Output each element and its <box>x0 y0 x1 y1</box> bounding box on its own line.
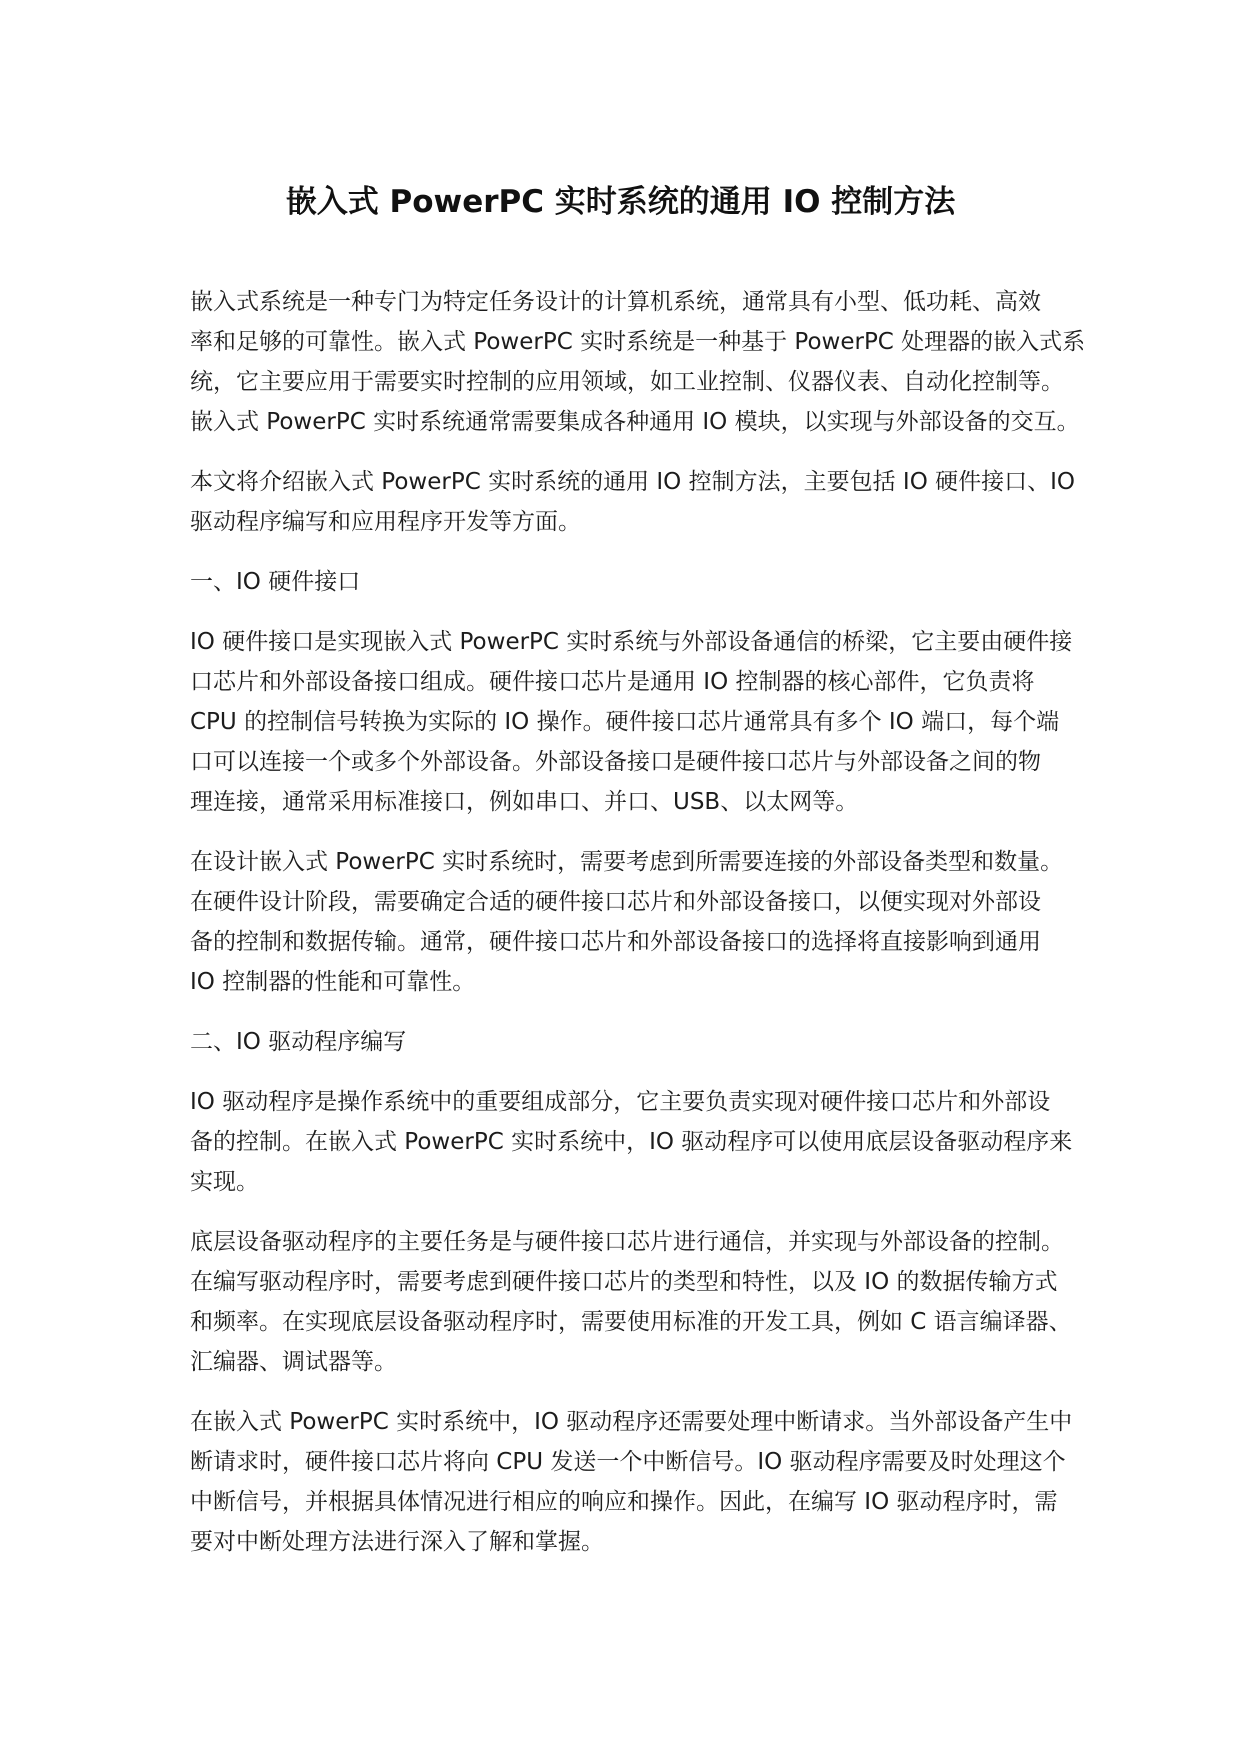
paragraph <box>190 462 1075 542</box>
text-line: 在硬件设计阶段，需要确定合适的硬件接口芯片和外部设备接口，以便实现对外部设 <box>190 889 1041 915</box>
text-line: 备的控制。在嵌入式 PowerPC 实时系统中，IO 驱动程序可以使用底层设备驱动程序来 <box>190 1129 1073 1155</box>
text-line: IO 控制器的性能和可靠性。 <box>190 969 476 995</box>
text-line: 和频率。在实现底层设备驱动程序时，需要使用标准的开发工具，例如 C 语言编译器、 <box>190 1309 1072 1335</box>
text-line: 实现。 <box>190 1169 259 1195</box>
text-line: 在嵌入式 PowerPC 实时系统中，IO 驱动程序还需要处理中断请求。当外部设备产生中 <box>190 1409 1073 1435</box>
text-line: 中断信号，并根据具体情况进行相应的响应和操作。因此，在编写 IO 驱动程序时，需 <box>190 1489 1058 1515</box>
paragraph <box>190 842 1068 1002</box>
paragraph <box>190 282 1086 442</box>
text-line: 本文将介绍嵌入式 PowerPC 实时系统的通用 IO 控制方法，主要包括 IO 硬件接口、IO <box>190 469 1075 495</box>
section-heading: 二、IO 驱动程序编写 <box>190 1029 407 1055</box>
text-line: IO 驱动程序是操作系统中的重要组成部分，它主要负责实现对硬件接口芯片和外部设 <box>190 1089 1051 1115</box>
text-line: 率和足够的可靠性。嵌入式 PowerPC 实时系统是一种基于 PowerPC 处理器的嵌入式系 <box>190 329 1086 355</box>
text-line: 口芯片和外部设备接口组成。硬件接口芯片是通用 IO 控制器的核心部件，它负责将 <box>190 669 1035 695</box>
text-line: 汇编器、调试器等。 <box>190 1349 397 1375</box>
paragraph <box>190 1402 1073 1562</box>
text-line: 驱动程序编写和应用程序开发等方面。 <box>190 509 581 535</box>
document-title: 嵌入式 PowerPC 实时系统的通用 IO 控制方法 <box>285 184 956 220</box>
text-line: CPU 的控制信号转换为实际的 IO 操作。硬件接口芯片通常具有多个 IO 端口，每个端 <box>190 709 1060 735</box>
document-body <box>190 282 1086 1582</box>
text-line: 统，它主要应用于需要实时控制的应用领域，如工业控制、仪器仪表、自动化控制等。 <box>190 369 1064 395</box>
text-line: 理连接，通常采用标准接口，例如串口、并口、USB、以太网等。 <box>190 789 859 815</box>
text-line: 口可以连接一个或多个外部设备。外部设备接口是硬件接口芯片与外部设备之间的物 <box>190 749 1041 775</box>
text-line: 备的控制和数据传输。通常，硬件接口芯片和外部设备接口的选择将直接影响到通用 <box>190 929 1041 955</box>
text-line: 要对中断处理方法进行深入了解和掌握。 <box>190 1529 604 1555</box>
text-line: 底层设备驱动程序的主要任务是与硬件接口芯片进行通信，并实现与外部设备的控制。 <box>190 1229 1064 1255</box>
paragraph <box>190 1082 1073 1202</box>
text-line: 嵌入式 PowerPC 实时系统通常需要集成各种通用 IO 模块，以实现与外部设备的交互。 <box>190 409 1080 435</box>
text-line: 嵌入式系统是一种专门为特定任务设计的计算机系统，通常具有小型、低功耗、高效 <box>190 289 1041 315</box>
text-line: 在设计嵌入式 PowerPC 实时系统时，需要考虑到所需要连接的外部设备类型和数量。 <box>190 849 1064 875</box>
text-line: 断请求时，硬件接口芯片将向 CPU 发送一个中断信号。IO 驱动程序需要及时处理这个 <box>190 1449 1066 1475</box>
paragraph <box>190 1222 1072 1382</box>
text-line: 在编写驱动程序时，需要考虑到硬件接口芯片的类型和特性，以及 IO 的数据传输方式 <box>190 1269 1058 1295</box>
paragraph <box>190 622 1073 822</box>
text-line: IO 硬件接口是实现嵌入式 PowerPC 实时系统与外部设备通信的桥梁，它主要由硬件接 <box>190 629 1073 655</box>
section-heading: 一、IO 硬件接口 <box>190 569 361 595</box>
